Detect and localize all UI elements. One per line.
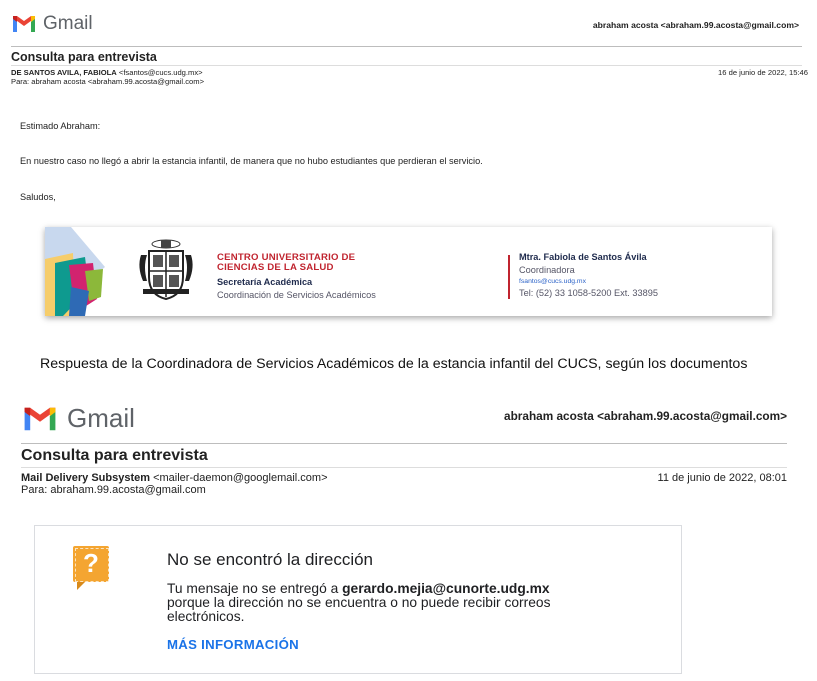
- sig-red-bar: [508, 255, 510, 299]
- divider: [21, 443, 787, 444]
- email-subject: Consulta para entrevista: [21, 447, 208, 464]
- sender-email: <mailer-daemon@googlemail.com>: [153, 472, 328, 484]
- question-mark-warning-icon: ?: [73, 546, 117, 590]
- bounce-text-line3: electrónicos.: [167, 609, 245, 624]
- more-info-link[interactable]: MÁS INFORMACIÓN: [167, 637, 299, 652]
- bounce-notice: [34, 525, 682, 674]
- bounce-text-prefix: Tu mensaje no se entregó a: [167, 581, 343, 596]
- bounced-address: gerardo.mejia@cunorte.udg.mx: [342, 581, 550, 596]
- sig-role: Coordinadora: [519, 265, 575, 275]
- gmail-m-icon: [11, 14, 37, 34]
- sig-person: Mtra. Fabiola de Santos Ávila: [519, 252, 647, 262]
- email-date: 16 de junio de 2022, 15:46: [718, 68, 808, 77]
- gmail-logo: [21, 403, 135, 434]
- sig-center-line1: CENTRO UNIVERSITARIO DE: [217, 252, 356, 263]
- bounce-title: No se encontró la dirección: [167, 550, 374, 569]
- sig-coord: Coordinación de Servicios Académicos: [217, 290, 376, 300]
- account-label: abraham acosta <abraham.99.acosta@gmail.com>: [504, 409, 787, 423]
- email-subject: Consulta para entrevista: [11, 50, 157, 64]
- closing: Saludos,: [20, 192, 56, 202]
- email-sender: [11, 68, 204, 86]
- sender-name: DE SANTOS AVILA, FABIOLA: [11, 68, 117, 77]
- gmail-m-icon: [21, 405, 59, 433]
- sig-dept: Secretaría Académica: [217, 277, 313, 287]
- email-date: 11 de junio de 2022, 08:01: [657, 472, 787, 484]
- gmail-logo: [11, 13, 93, 35]
- sender-name: Mail Delivery Subsystem: [21, 472, 151, 484]
- email-body: En nuestro caso no llegó a abrir la estancia infantil, de manera que no hubo estudiantes que perdieran el servicio.: [20, 156, 483, 166]
- divider: [21, 467, 787, 468]
- udg-crest-icon: [133, 237, 199, 303]
- account-label: abraham acosta <abraham.99.acosta@gmail.com>: [592, 20, 799, 30]
- email-sender: [21, 472, 328, 496]
- gmail-wordmark: Gmail: [43, 13, 93, 34]
- divider: [11, 46, 802, 47]
- greeting: Estimado Abraham:: [20, 121, 101, 131]
- brand-shapes-graphic: [45, 227, 105, 316]
- divider: [11, 65, 802, 66]
- sig-email[interactable]: fsantos@cucs.udg.mx: [519, 278, 586, 285]
- bounce-message: [167, 582, 667, 624]
- signature-card: [45, 227, 772, 316]
- bounce-text-line2: porque la dirección no se encuentra o no puede recibir correos: [167, 595, 551, 610]
- caption: Respuesta de la Coordinadora de Servicios Académicos de la estancia infantil del CUCS, según los documentos: [40, 356, 748, 372]
- sig-phone: Tel: (52) 33 1058-5200 Ext. 33895: [519, 288, 658, 298]
- sender-email: <fsantos@cucs.udg.mx>: [118, 68, 203, 77]
- sig-center-line2: CIENCIAS DE LA SALUD: [217, 262, 334, 273]
- recipient-line: Para: abraham acosta <abraham.99.acosta@gmail.com>: [11, 77, 205, 86]
- recipient-line: Para: abraham.99.acosta@gmail.com: [21, 484, 206, 496]
- gmail-wordmark: Gmail: [67, 403, 135, 433]
